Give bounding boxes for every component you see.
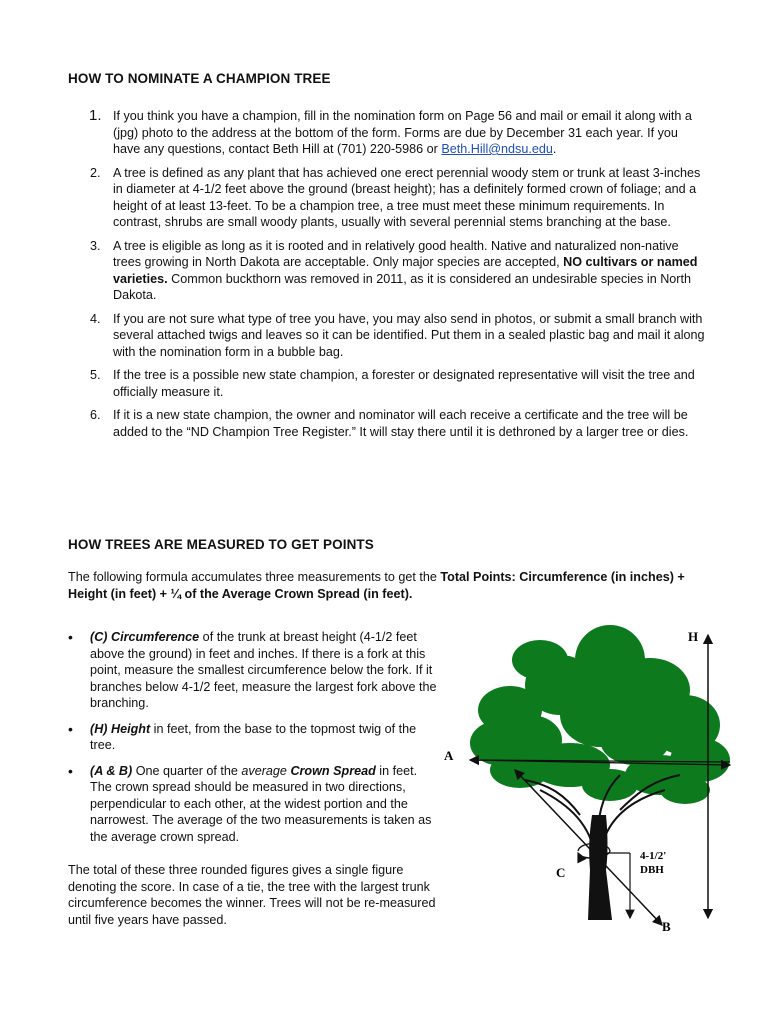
bullet-icon: • [68,629,73,645]
list-item: 3. A tree is eligible as long as it is rooted and in relatively good health. Native and naturalized non-native trees growing in North Dakota are acceptable. Only major species are accepted, NO cultivars or named varieties. Common buckthorn was removed in 2011, as it is considered an undesirable species in North Dakota. [90,238,698,302]
crown-spread-a-label: A [444,748,454,763]
circumference-label: C [556,865,566,880]
list-item-text: If it is a new state champion, the owner and nominator will each receive a certificate and the tree will be added to the “ND Champion Tree Register.” It will stay there until it is dethroned by a larger tree or dies. [113,408,689,439]
list-number: 4. [90,311,101,326]
crown-spread-b-label: B [662,919,671,934]
bullet-icon: • [68,720,73,737]
list-item-text: A tree is eligible as long as it is rooted and in relatively good health. Native and naturalized non-native trees growing in North Dakota are acceptable. Only major species are accepted, [113,238,679,269]
email-link[interactable]: Beth.Hill@ndsu.edu [441,142,553,156]
list-item: • (A & B) One quarter of the average Crown Spread in feet. The crown spread should be measured in two directions, perpendicular to each other, at the widest portion and the narrowest. The average of the two measurements is taken as the average crown spread. [68,762,432,844]
list-item [68,165,708,231]
list-number: 2. [90,165,101,180]
formula-text: Total Points: Circumference (in inches) + Height (in feet) + ¼ of the Average Crown Spread (in feet). [68,570,685,601]
list-number: 3. [90,238,101,253]
bullet-icon: • [68,762,73,779]
measure-label: (A & B) [90,763,133,778]
formula-paragraph: The following formula accumulates three measurements to get the Total Points: Circumference (in inches) + Height (in feet) + ¼ of the Average Crown Spread (in feet). [68,570,685,601]
dbh-label: DBH [640,864,664,876]
list-item [68,367,708,400]
nomination-steps-list [68,108,708,447]
list-item-text: If you think you have a champion, fill in the nomination form on Page 56 and mail or email it along with a (jpg) photo to the address at the bottom of the form. Forms are due by December 31 each year. If you have any questions, contact Beth Hill at (701) 220-5986 or [113,109,692,156]
measure-label: (C) Circumference [90,630,200,644]
list-number: 5. [90,368,101,382]
section-heading-measured: HOW TREES ARE MEASURED TO GET POINTS [68,537,374,552]
list-number: 1. [89,107,102,124]
list-item [68,407,708,440]
closing-paragraph: The total of these three rounded figures gives a single figure denoting the score. In case of a tie, the tree with the largest trunk circumference becomes the winner. Trees will not be re-measured until five years have passed. [68,863,436,927]
height-label: H [688,629,699,644]
dbh-label: 4-1/2' [640,850,667,862]
measure-label: Crown Spread [290,763,376,778]
list-number: 6. [90,408,101,422]
list-item-text: If you are not sure what type of tree you have, you may also send in photos, or submit a small branch with several attached twigs and leaves so it can be identified. Put them in a sealed plastic bag and mail it along with the nomination form in a bubble bag. [113,311,705,359]
tree-crown [470,625,730,804]
list-item-text: If the tree is a possible new state champion, a forester or designated representative will visit the tree and officially measure it. [113,368,695,399]
list-item [68,311,708,361]
list-item-text: A tree is defined as any plant that has achieved one erect perennial woody stem or trunk at least 3-inches in diameter at 4-1/2 feet above the ground (breast height); has a definitely formed crown of foliage; and a height of at least 13-feet. To be a champion tree, a tree must meet these minimum requirements. In contrast, shrubs are small woody plants, usually with several perennial stems branching at the base. [113,165,701,229]
list-item: • (C) Circumference of the trunk at breast height (4-1/2 feet above the ground) in feet and inches. If there is a fork at this point, measure the smallest circumference below the fork. If it branches below 4-1/2 feet, measure the largest fork above the branching. [68,629,437,710]
section-heading-nominate: HOW TO NOMINATE A CHAMPION TREE [68,71,331,86]
list-item-bold-text: NO cultivars or named varieties. [113,255,698,286]
tree-measurement-diagram [430,615,750,945]
list-item: • (H) Height in feet, from the base to the topmost twig of the tree. [68,720,417,752]
list-item: 1. If you think you have a champion, fill in the nomination form on Page 56 and mail or email it along with a (jpg) photo to the address at the bottom of the form. Forms are due by December 31 each year. If you have any questions, contact Beth Hill at (701) 220-5986 or Beth.Hill@ndsu.edu. [89,107,692,156]
measure-label: (H) Height [90,721,151,736]
measurement-list [68,629,438,854]
